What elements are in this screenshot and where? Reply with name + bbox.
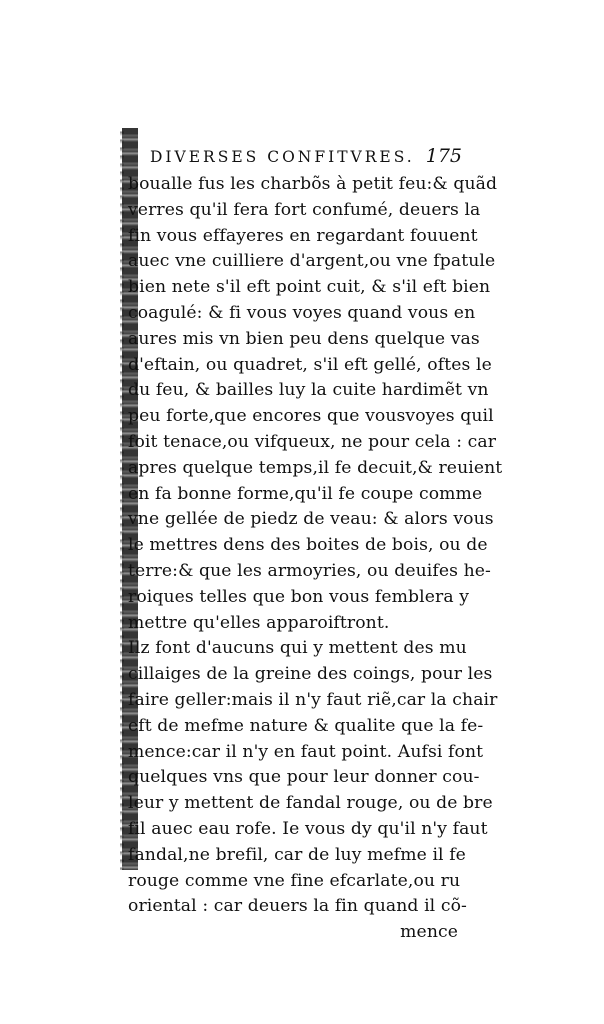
text-line: fandal,ne brefil, car de luy mefme il fe	[128, 844, 466, 865]
text-line: aures mis vn bien peu dens quelque vas	[128, 328, 480, 349]
text-line: coagulé: & fi vous voyes quand vous en	[128, 302, 476, 323]
text-line: apres quelque temps,il fe decuit,& reuient	[128, 457, 503, 478]
running-title: DIVERSES CONFITVRES.	[150, 148, 415, 166]
text-line: fil auec eau rofe. Ie vous dy qu'il n'y faut	[128, 818, 488, 839]
text-line: rouge comme vne fine efcarlate,ou ru	[128, 870, 461, 891]
catchword: mence	[400, 922, 458, 943]
text-line: leur y mettent de fandal rouge, ou de bre	[128, 793, 493, 814]
text-line: faire geller:mais il n'y faut riẽ,car la chair	[128, 689, 498, 710]
text-line: du feu, & bailles luy la cuite hardimẽt vn	[128, 380, 489, 401]
text-line: oriental : car deuers la fin quand il cõ-	[128, 896, 467, 917]
text-line: foit tenace,ou vifqueux, ne pour cela : car	[128, 431, 497, 452]
text-line: peu forte,que encores que vousvoyes quil	[128, 406, 494, 427]
text-line: vne gellée de piedz de veau: & alors vous	[128, 509, 494, 530]
text-line: roiques telles que bon vous femblera y	[128, 586, 470, 607]
page-number: 175	[425, 145, 462, 167]
text-line: boualle fus les charbõs à petit feu:& quãd	[128, 174, 498, 194]
text-line: Ilz font d'aucuns qui y mettent des mu	[128, 638, 467, 659]
text-line: mettre qu'elles apparoiftront.	[128, 612, 390, 633]
text-line: cillaiges de la greine des coings, pour les	[128, 664, 493, 685]
text-line: en fa bonne forme,qu'il fe coupe comme	[128, 483, 483, 504]
text-line: fin vous effayeres en regardant fouuent	[128, 225, 478, 246]
text-line: bien nete s'il eft point cuit, & s'il eft bien	[128, 277, 491, 298]
text-line: d'eftain, ou quadret, s'il eft gellé, oftes le	[128, 354, 492, 375]
text-line: verres qu'il fera fort confumé, deuers la	[128, 199, 481, 220]
text-line: eft de mefme nature & qualite que la fe-	[128, 715, 484, 736]
text-block	[128, 172, 503, 946]
running-head	[150, 145, 462, 171]
text-line: terre:& que les armoyries, ou deuifes he-	[128, 560, 491, 581]
text-line: le mettres dens des boites de bois, ou de	[128, 535, 488, 556]
text-line: auec vne cuilliere d'argent,ou vne fpatule	[128, 251, 496, 272]
text-line: mence:car il n'y en faut point. Aufsi font	[128, 741, 484, 762]
text-line: quelques vns que pour leur donner cou-	[128, 767, 480, 788]
